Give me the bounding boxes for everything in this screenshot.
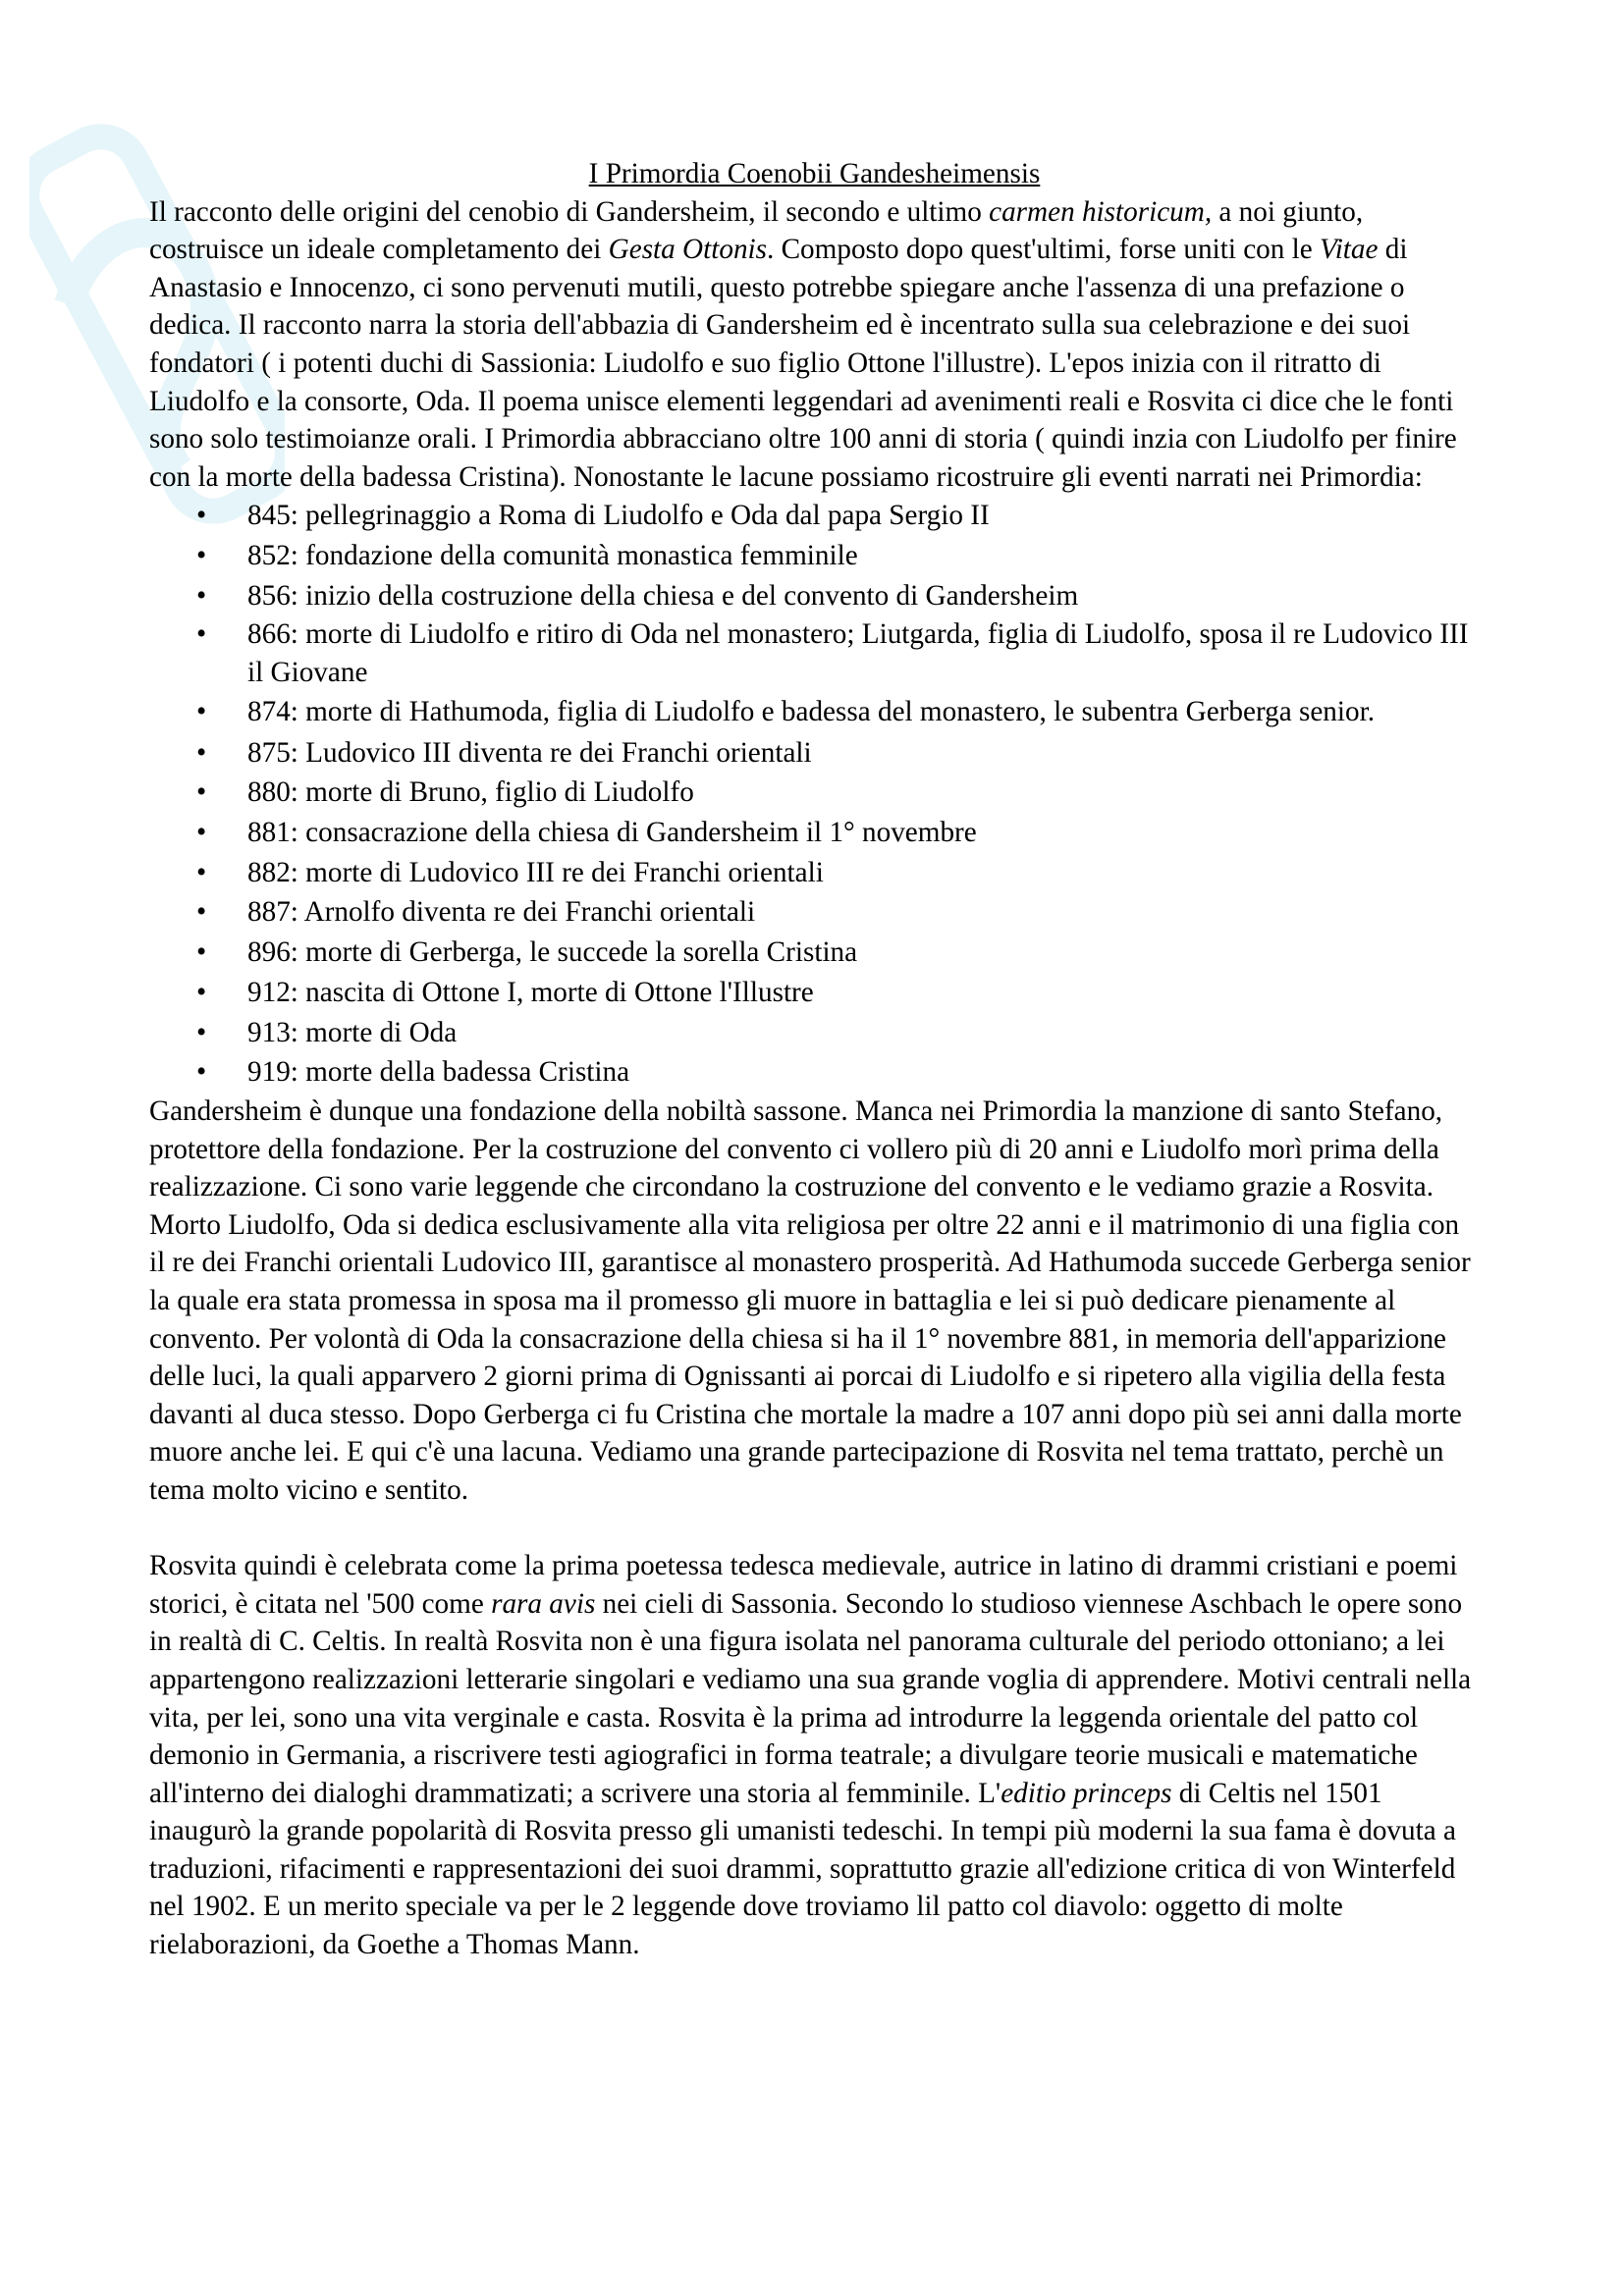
timeline-item: • 887: Arnolfo diventa re dei Franchi orientali [247,892,1480,933]
text-run: Rosvita quindi è celebrata come la prima poetessa tedesca medievale, autrice in latino di drammi cristiani e poemi storici, è citata nel '500 come [149,1550,1458,1620]
timeline-item: • 852: fondazione della comunità monastica femminile [247,536,1480,576]
timeline-item: • 896: morte di Gerberga, le succede la sorella Cristina [247,933,1480,973]
timeline-list [149,496,1480,1093]
intro-paragraph [149,193,1480,497]
text-run: di Anastasio e Innocenzo, ci sono pervenuti mutili, questo potrebbe spiegare anche l'assenza di una prefazione o dedica. Il racconto narra la storia dell'abbazia di Gandersheim ed è incentrato sulla sua celebrazione e dei suoi fondatori ( i potenti duchi di Sassionia: Liudolfo e suo figlio Ottone l'illustre). L'epos inizia con il ritratto di Liudolfo e la consorte, Oda. Il poema unisce elementi leggendari ad avenimenti reali e Rosvita ci dice che le fonti sono solo testimoianze orali. I Primordia abbracciano oltre 100 anni di storia ( quindi inzia con Liudolfo per finire con la morte della badessa Cristina). Nonostante le lacune possiamo ricostruire gli eventi narrati nei Primordia: [149,234,1457,493]
text-run: di Celtis nel 1501 inaugurò la grande popolarità di Rosvita presso gli umanisti tedeschi. In tempi più moderni la sua fama è dovuta a traduzioni, rifacimenti e rappresentazioni dei suoi drammi, soprattutto grazie all'edizione critica di von Winterfeld nel 1902. E un merito speciale va per le 2 leggende dove troviamo lil patto col diavolo: oggetto di molte rielaborazioni, da Goethe a Thomas Mann. [149,1777,1456,1961]
timeline-item: • 882: morte di Ludovico III re dei Franchi orientali [247,853,1480,893]
paragraph-gap [149,1510,1480,1548]
text-run: Il racconto delle origini del cenobio di Gandersheim, il secondo e ultimo [149,195,990,228]
text-run: . Composto dopo quest'ultimi, forse uniti con le [767,234,1321,266]
timeline-item: • 912: nascita di Ottone I, morte di Ottone l'Illustre [247,973,1480,1013]
document-page [149,155,1480,1964]
timeline-item: • 919: morte della badessa Cristina [247,1052,1480,1093]
italic-term: Vitae [1320,234,1379,266]
text-run: nei cieli di Sassonia. Secondo lo studioso viennese Aschbach le opere sono in realtà di C. Celtis. In realtà Rosvita non è una figura isolata nel panorama culturale del periodo ottoniano; a lei appartengono realizzazioni letterarie singolari e vediamo una sua grande voglia di apprendere. Motivi centrali nella vita, per lei, sono una vita verginale e casta. Rosvita è la prima ad introdurre la leggenda orientale del patto col demonio in Germania, a riscrivere testi agiografici in forma teatrale; a divulgare teorie musicali e matematiche all'interno dei dialoghi drammatizati; a scrivere una storia al femminile. L' [149,1587,1472,1809]
timeline-item: • 880: morte di Bruno, figlio di Liudolfo [247,773,1480,813]
timeline-item: • 913: morte di Oda [247,1013,1480,1053]
text-run: a noi giunto, costruisce un ideale completamento dei [149,195,1364,266]
italic-term: rara avis [491,1587,596,1620]
closing-paragraph [149,1547,1480,1964]
italic-term: editio princeps [1001,1777,1172,1809]
document-title: I Primordia Coenobii Gandesheimensis [588,158,1041,189]
italic-term: Gesta Ottonis [608,234,767,266]
timeline-item: • 874: morte di Hathumoda, figlia di Liudolfo e badessa del monastero, le subentra Gerberga senior. [247,693,1480,732]
timeline-item: • 875: Ludovico III diventa re dei Franchi orientali [247,733,1480,774]
timeline-item: • 866: morte di Liudolfo e ritiro di Oda nel monastero; Liutgarda, figlia di Liudolfo, sposa il re Ludovico III il Giovane [247,615,1480,693]
italic-term: carmen historicum, [989,195,1213,228]
timeline-item: • 881: consacrazione della chiesa di Gandersheim il 1° novembre [247,813,1480,853]
timeline-item: • 845: pellegrinaggio a Roma di Liudolfo e Oda dal papa Sergio II [247,496,1480,536]
body-paragraph: Gandersheim è dunque una fondazione della nobiltà sassone. Manca nei Primordia la manzione di santo Stefano, protettore della fondazione. Per la costruzione del convento ci vollero più di 20 anni e Liudolfo morì prima della realizzazione. Ci sono varie leggende che circondano la costruzione del convento e le vediamo grazie a Rosvita. Morto Liudolfo, Oda si dedica esclusivamente alla vita religiosa per oltre 22 anni e il matrimonio di una figlia con il re dei Franchi orientali Ludovico III, garantisce al monastero prosperità. Ad Hathumoda succede Gerberga senior la quale era stata promessa in sposa ma il promesso gli muore in battaglia e lei si può dedicare pienamente al convento. Per volontà di Oda la consacrazione della chiesa si ha il 1° novembre 881, in memoria dell'apparizione delle luci, la quali apparvero 2 giorni prima di Ognissanti ai porcai di Liudolfo e si ripetero alla vigilia della festa davanti al duca stesso. Dopo Gerberga ci fu Cristina che mortale la madre a 107 anni dopo più sei anni dalla morte muore anche lei. E qui c'è una lacuna. Vediamo una grande partecipazione di Rosvita nel tema trattato, perchè un tema molto vicino e sentito. [149,1095,1471,1506]
timeline-item: • 856: inizio della costruzione della chiesa e del convento di Gandersheim [247,576,1480,616]
